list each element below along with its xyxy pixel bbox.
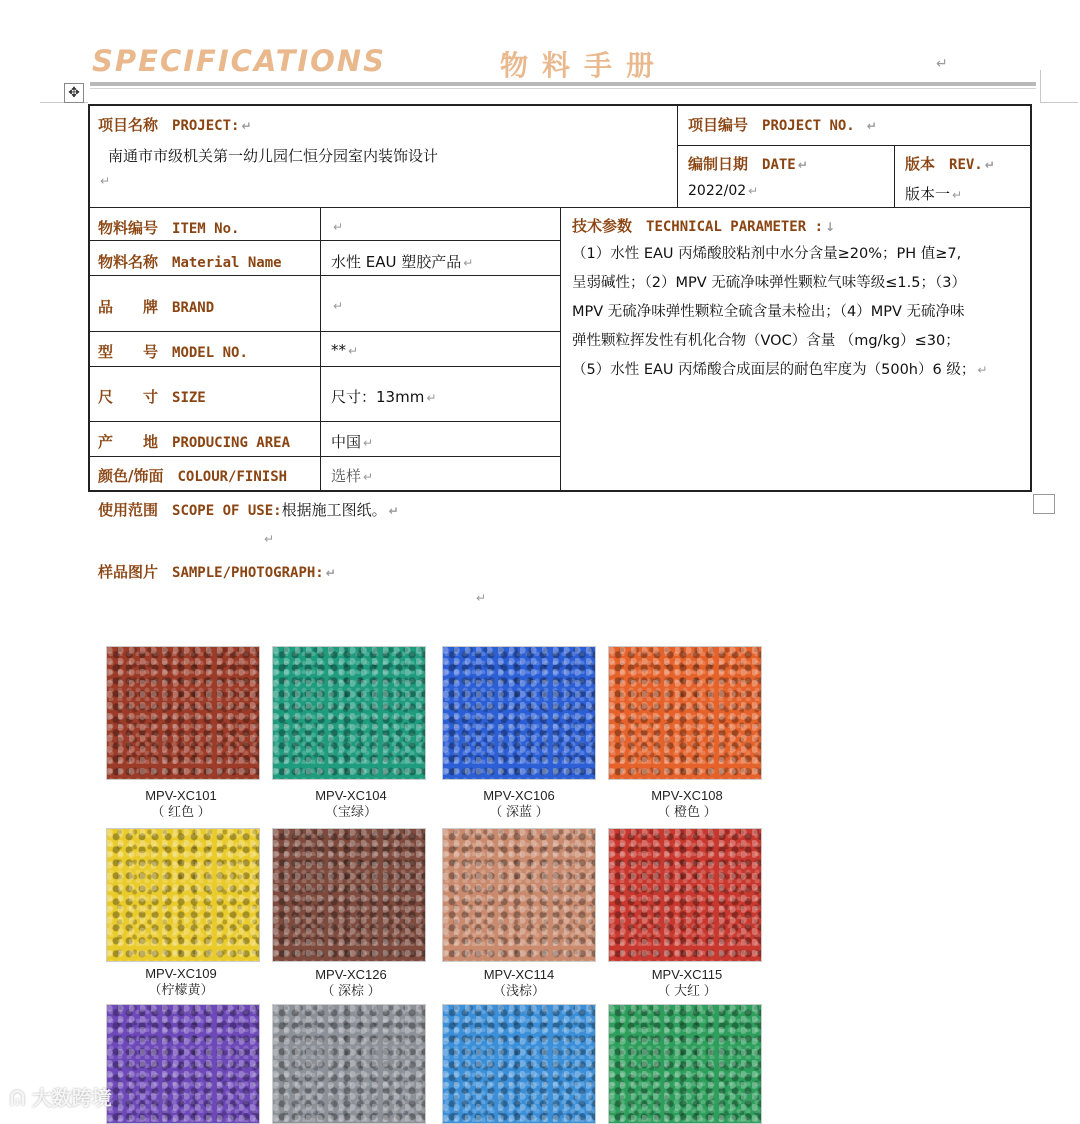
technical-line: （5）水性 EAU 丙烯酸合成面层的耐色牢度为（500h）6 级； ↵	[572, 362, 988, 378]
producing-area-value: 中国 ↵	[331, 433, 374, 451]
rev-value: 版本一 ↵	[905, 185, 963, 203]
paragraph-mark: ↵	[476, 591, 487, 605]
brand-label: 品 牌 BRAND	[98, 298, 215, 316]
divider	[89, 331, 560, 332]
margin-corner-right-v	[1040, 70, 1041, 102]
swatch-caption: MPV-XC109 （柠檬黄）	[145, 966, 217, 997]
divider	[677, 105, 678, 207]
colour-finish-value: 选样 ↵	[331, 467, 374, 485]
swatch-image	[272, 646, 426, 780]
swatch-image	[608, 828, 762, 962]
swatch-caption: MPV-XC108 （ 橙色 ）	[651, 788, 723, 819]
swatch-image	[106, 646, 260, 780]
technical-text	[572, 240, 1028, 385]
swatch-image	[272, 1004, 426, 1124]
technical-label: 技术参数 TECHNICAL PARAMETER : ↓	[572, 217, 836, 235]
header-rule	[90, 82, 1036, 86]
producing-area-label: 产 地 PRODUCING AREA	[98, 433, 291, 451]
date-label: 编制日期 DATE ↵	[688, 155, 808, 173]
swatch-caption: MPV-XC101 （ 红色 ）	[145, 788, 217, 819]
colour-finish-label: 颜色/饰面 COLOUR/FINISH	[98, 467, 288, 485]
model-no-label: 型 号 MODEL NO.	[98, 343, 248, 361]
scope-value: 根据施工图纸。	[281, 501, 387, 519]
divider	[89, 366, 560, 367]
swatch-image	[608, 1004, 762, 1124]
model-no-value: ** ↵	[331, 341, 359, 359]
project-number-label: 项目编号 PROJECT NO. ↵	[688, 116, 877, 134]
technical-line: 弹性颗粒挥发性有机化合物（VOC）含量 （mg/kg）≤30；	[572, 333, 960, 349]
watermark-icon: ᕬ	[10, 1086, 25, 1110]
swatch-image	[442, 1004, 596, 1124]
swatch-image	[106, 828, 260, 962]
header-rule-thin	[90, 88, 1036, 89]
paragraph-mark: ↵	[264, 532, 275, 546]
project-label: 项目名称 PROJECT: ↵	[98, 116, 252, 134]
spec-title-en: SPECIFICATIONS	[92, 44, 386, 78]
rev-label: 版本 REV. ↵	[905, 155, 995, 173]
item-no-label: 物料编号 ITEM No.	[98, 219, 240, 237]
swatch-caption: MPV-XC114 （浅棕）	[483, 967, 555, 998]
project-name: 南通市市级机关第一幼儿园仁恒分园室内装饰设计	[108, 147, 439, 165]
technical-line: 呈弱碱性；（2）MPV 无硫净味弹性颗粒气味等级≤1.5；（3）	[572, 275, 966, 291]
divider	[89, 275, 560, 276]
divider	[89, 240, 560, 241]
date-value: 2022/02 ↵	[688, 183, 759, 199]
table-move-handle-icon[interactable]: ✥	[64, 83, 84, 103]
item-no-value: ↵	[333, 220, 344, 234]
swatch-caption: MPV-XC104 （宝绿）	[315, 788, 387, 819]
divider	[894, 146, 895, 207]
paragraph-mark: ↵	[936, 56, 948, 72]
brand-value: ↵	[333, 299, 344, 313]
sample-label: 样品图片 SAMPLE/PHOTOGRAPH: ↵	[98, 563, 336, 581]
margin-corner-right-h	[1040, 102, 1078, 103]
material-name-label: 物料名称 Material Name	[98, 253, 282, 271]
spec-title-cn: 物料手册	[500, 49, 669, 82]
paragraph-mark: ↵	[100, 174, 111, 188]
swatch-caption: MPV-XC106 （ 深蓝 ）	[483, 788, 555, 819]
divider	[560, 207, 561, 491]
material-name-value: 水性 EAU 塑胶产品 ↵	[331, 253, 474, 271]
swatch-image	[442, 828, 596, 962]
scope-label: 使用范围 SCOPE OF USE:根据施工图纸。 ↵	[98, 501, 399, 519]
swatch-image	[442, 646, 596, 780]
technical-line: MPV 无硫净味弹性颗粒全硫含量未检出；（4）MPV 无硫净味	[572, 304, 965, 320]
size-label: 尺 寸 SIZE	[98, 388, 206, 406]
swatch-image	[272, 828, 426, 962]
swatch-image	[608, 646, 762, 780]
swatch-caption: MPV-XC115 （ 大红 ）	[651, 967, 723, 998]
swatch-image	[106, 1004, 260, 1124]
sample-photo-grid	[100, 640, 770, 1115]
divider	[320, 207, 321, 491]
watermark-logo: ᕬ 大数跨境	[10, 1086, 112, 1110]
technical-line: （1）水性 EAU 丙烯酸胶粘剂中水分含量≥20%；PH 值≥7,	[572, 246, 962, 262]
divider	[678, 145, 1030, 146]
swatch-caption: MPV-XC126 （ 深棕 ）	[315, 967, 387, 998]
divider	[89, 421, 560, 422]
size-value: 尺寸：13mm ↵	[331, 388, 437, 406]
table-resize-handle[interactable]	[1033, 494, 1055, 514]
divider	[89, 456, 560, 457]
